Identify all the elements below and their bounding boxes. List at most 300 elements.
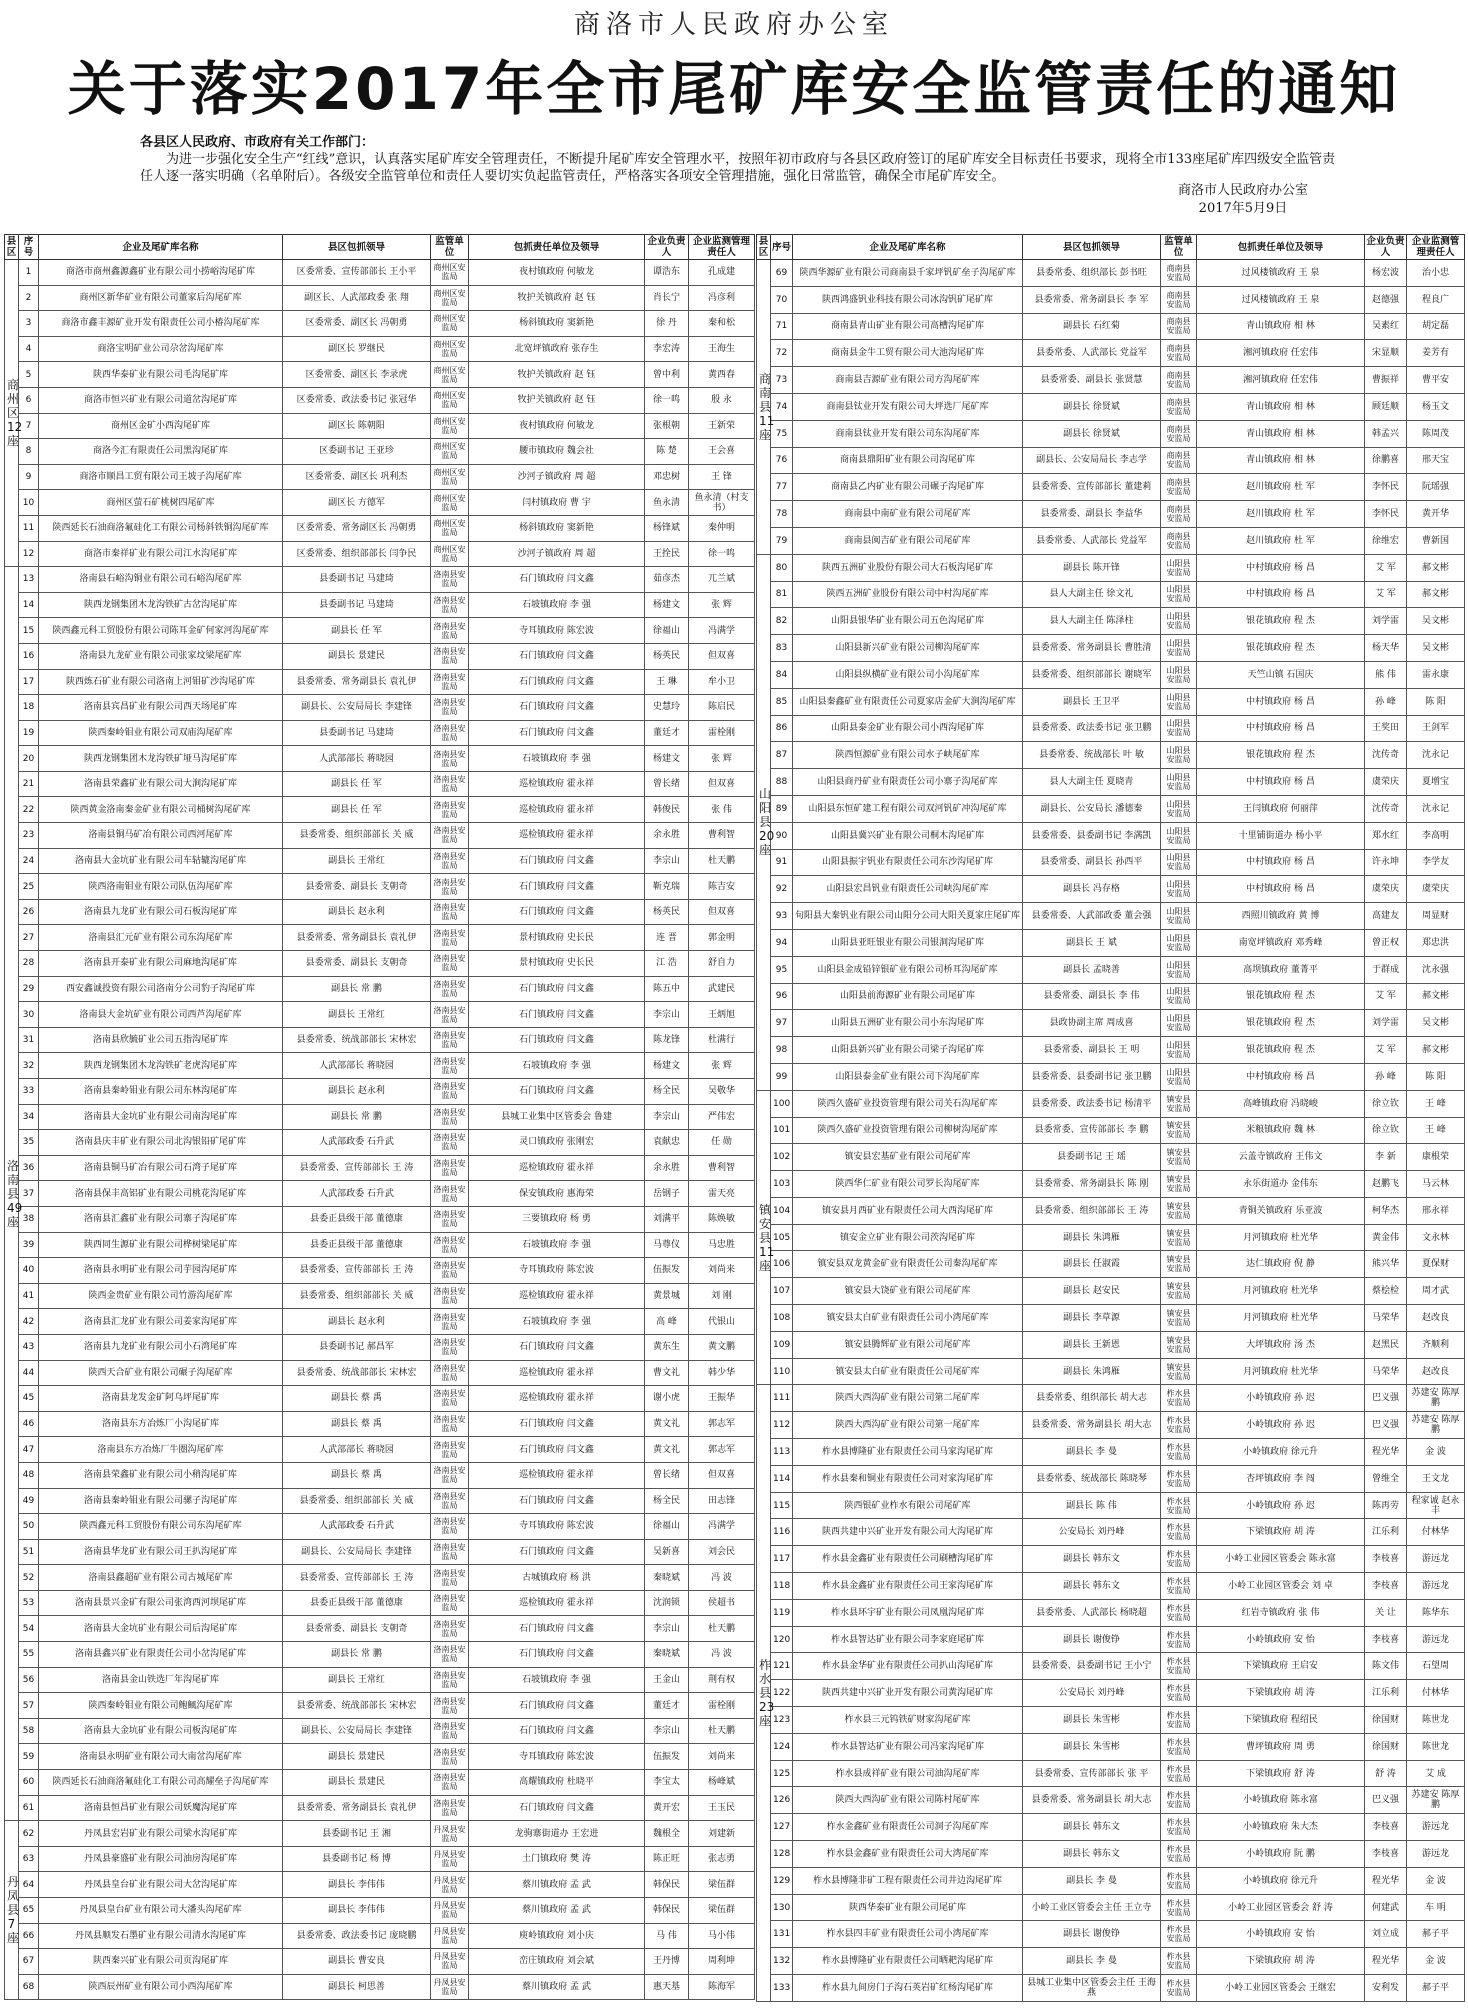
row-number: 51	[19, 1539, 39, 1565]
row-number: 105	[771, 1224, 793, 1251]
table-row	[757, 769, 1465, 796]
company-owner: 徐国财	[1365, 1733, 1407, 1760]
table-row	[757, 1921, 1465, 1948]
county-leader: 副县长 冯存格	[1023, 876, 1161, 903]
row-number: 124	[771, 1733, 793, 1760]
monitor-person: 韩少华	[689, 1360, 755, 1386]
responsibility-tables	[4, 234, 1464, 2006]
responsible-unit: 下梁镇政府 胡 涛	[1197, 1948, 1365, 1975]
supervising-unit: 洛南县安监局	[431, 1181, 469, 1207]
supervising-unit: 柞水县安监局	[1161, 1867, 1197, 1894]
table-row	[5, 669, 755, 695]
row-number: 43	[19, 1334, 39, 1360]
row-number: 28	[19, 951, 39, 977]
company-name: 洛南县九龙矿业有限公司张家坟梁尾矿库	[39, 643, 283, 669]
responsible-unit: 沙河子镇政府 周 超	[469, 464, 645, 490]
company-owner: 徐鹏喜	[1365, 447, 1407, 474]
company-name: 洛南县景兴金矿有限公司张湾西河坝尾矿库	[39, 1590, 283, 1616]
county-leader: 人武部政委 石升武	[283, 1130, 431, 1156]
county-leader: 县委常委、人武部长 杨晓超	[1023, 1599, 1161, 1626]
table-row	[757, 876, 1465, 903]
table-row	[5, 1053, 755, 1079]
company-owner: 黄文礼	[645, 1437, 689, 1463]
monitor-person: 金 波	[1407, 1948, 1465, 1975]
supervising-unit: 洛南县安监局	[431, 874, 469, 900]
company-name: 陕西龙钢集团木龙沟铁矿老虎沟尾矿库	[39, 1053, 283, 1079]
table-row	[757, 1010, 1465, 1037]
table-row	[757, 1680, 1465, 1707]
responsible-unit: 下梁镇政府 胡 涛	[1197, 1519, 1365, 1546]
responsible-unit: 小岭工业园区管委会 陈永富	[1197, 1546, 1365, 1573]
supervising-unit: 洛南县安监局	[431, 1002, 469, 1028]
row-number: 70	[771, 286, 793, 313]
monitor-person: 马忠胜	[689, 1232, 755, 1258]
supervising-unit: 洛南县安监局	[431, 592, 469, 618]
supervising-unit: 洛南县安监局	[431, 848, 469, 874]
responsible-unit: 大坪镇政府 汤 杰	[1197, 1331, 1365, 1358]
company-owner: 曾中利	[645, 362, 689, 388]
monitor-person: 郝子平	[1407, 1921, 1465, 1948]
company-name: 陕西天合矿业有限公司碾子沟尾矿库	[39, 1360, 283, 1386]
monitor-person: 梁伍群	[689, 1872, 755, 1898]
company-owner: 虞荣庆	[1365, 876, 1407, 903]
supervising-unit: 洛南县安监局	[431, 771, 469, 797]
company-name: 陕西秦兴矿业有限公司页沟尾矿库	[39, 1949, 283, 1975]
column-header: 监管单位	[1161, 235, 1197, 260]
responsible-unit: 巡检镇政府 霍永祥	[469, 1462, 645, 1488]
county-leader: 区委常委、宣传部部长 王小平	[283, 260, 431, 286]
county-leader: 县委常委、副县长 支朝奇	[283, 874, 431, 900]
responsible-unit: 红岩寺镇政府 张 伟	[1197, 1599, 1365, 1626]
company-name: 商洛市鑫丰源矿业开发有限责任公司小椿沟尾矿库	[39, 311, 283, 337]
row-number: 107	[771, 1278, 793, 1305]
table-row	[757, 1733, 1465, 1760]
company-owner: 韩保民	[645, 1872, 689, 1898]
monitor-person: 刘 刚	[689, 1283, 755, 1309]
company-name: 柞水县九间房门子沟石英岩矿红杨沟尾矿库	[793, 1975, 1023, 2002]
supervising-unit: 商南县安监局	[1161, 420, 1197, 447]
table-row	[5, 720, 755, 746]
row-number: 128	[771, 1841, 793, 1868]
responsible-unit: 小岭镇政府 安 怡	[1197, 1626, 1365, 1653]
monitor-person: 雷栓刚	[689, 1693, 755, 1719]
supervising-unit: 柞水县安监局	[1161, 1948, 1197, 1975]
supervising-unit: 洛南县安监局	[431, 1565, 469, 1591]
county-leader: 县委常委、组织部长 彭书旺	[1023, 260, 1161, 287]
company-name: 洛南县汇鑫矿业有限公司寨子沟尾矿库	[39, 1206, 283, 1232]
company-name: 陕西黄金洛南秦金矿业有限公司桶树沟尾矿库	[39, 797, 283, 823]
monitor-person: 郝文彬	[1407, 983, 1465, 1010]
company-name: 柞水县博隆非矿工程有限责任公司井边沟尾矿库	[793, 1867, 1023, 1894]
row-number: 25	[19, 874, 39, 900]
company-owner: 赵黑民	[1365, 1331, 1407, 1358]
monitor-person: 杨峰斌	[689, 1770, 755, 1796]
county-leader: 副县长 蔡 禹	[283, 1386, 431, 1412]
row-number: 85	[771, 688, 793, 715]
supervising-unit: 山阳县安监局	[1161, 876, 1197, 903]
county-leader: 区委常委、政法委书记 张冠华	[283, 387, 431, 413]
responsible-unit: 蔡川镇政府 孟 武	[469, 1872, 645, 1898]
county-leader: 副县长 王常红	[283, 848, 431, 874]
row-number: 68	[19, 1974, 39, 2000]
responsible-unit: 银花镇政府 程 杰	[1197, 983, 1365, 1010]
row-number: 73	[771, 367, 793, 394]
company-owner: 李 新	[1365, 1144, 1407, 1171]
company-owner: 余永胜	[645, 823, 689, 849]
table-row	[5, 899, 755, 925]
responsible-unit: 石门镇政府 闫文鑫	[469, 720, 645, 746]
county-leader: 县委常委、副县长 支朝奇	[283, 951, 431, 977]
monitor-person: 陈华东	[1407, 1599, 1465, 1626]
supervising-unit: 商州区安监局	[431, 311, 469, 337]
region-cell: 商州区12座	[5, 260, 19, 567]
supervising-unit: 商州区安监局	[431, 336, 469, 362]
table-row	[5, 515, 755, 541]
responsible-unit: 巡检镇政府 霍永祥	[469, 1155, 645, 1181]
row-number: 61	[19, 1795, 39, 1821]
row-number: 69	[771, 260, 793, 287]
company-name: 洛南县大金坑矿业有限公司南沟尾矿库	[39, 1104, 283, 1130]
table-row	[757, 367, 1465, 394]
company-name: 洛南县石峪沟铜业有限公司石峪沟尾矿库	[39, 567, 283, 593]
supervising-unit: 柞水县安监局	[1161, 1894, 1197, 1921]
county-leader: 副区长 方德军	[283, 490, 431, 516]
company-name: 山阳县银华矿业有限公司五色沟尾矿库	[793, 608, 1023, 635]
company-owner: 程光华	[1365, 1948, 1407, 1975]
responsible-unit: 永乐街道办 金伟东	[1197, 1171, 1365, 1198]
row-number: 31	[19, 1027, 39, 1053]
company-name: 陕西洛南钼业有限公司队伍沟尾矿库	[39, 874, 283, 900]
supervising-unit: 柞水县安监局	[1161, 1519, 1197, 1546]
monitor-person: 虞荣庆	[1407, 876, 1465, 903]
row-number: 103	[771, 1171, 793, 1198]
company-owner: 袁献忠	[645, 1130, 689, 1156]
monitor-person: 艾 成	[1407, 1760, 1465, 1787]
monitor-person: 付林华	[1407, 1519, 1465, 1546]
supervising-unit: 商南县安监局	[1161, 474, 1197, 501]
company-owner: 于群成	[1365, 956, 1407, 983]
responsible-unit: 石门镇政府 闫文鑫	[469, 643, 645, 669]
county-leader: 副县长 韩东文	[1023, 1546, 1161, 1573]
county-leader: 副县长 石红菊	[1023, 313, 1161, 340]
responsible-unit: 景村镇政府 史长民	[469, 925, 645, 951]
region-cell: 丹凤县7座	[5, 1821, 19, 2000]
table-row	[5, 1411, 755, 1437]
responsible-unit: 牧护关镇政府 赵 钰	[469, 362, 645, 388]
table-row	[5, 592, 755, 618]
table-row	[757, 1573, 1465, 1600]
table-row	[5, 848, 755, 874]
row-number: 112	[771, 1412, 793, 1439]
responsible-unit: 银花镇政府 程 杰	[1197, 608, 1365, 635]
responsible-unit: 蔡川镇政府 孟 武	[469, 1898, 645, 1924]
county-leader: 县政协副主席 周成喜	[1023, 1010, 1161, 1037]
company-owner: 董廷才	[645, 720, 689, 746]
company-name: 陕西延长石油商洛氟硅化工有限公司高耀垒子沟尾矿库	[39, 1770, 283, 1796]
responsible-unit: 石坡镇政府 李 强	[469, 1667, 645, 1693]
monitor-person: 徐一鸣	[689, 541, 755, 567]
county-leader: 县委常委、统战部部长 宋林宏	[283, 1693, 431, 1719]
row-number: 97	[771, 1010, 793, 1037]
company-owner: 程光华	[1365, 1439, 1407, 1466]
supervising-unit: 山阳县安监局	[1161, 608, 1197, 635]
company-name: 洛南县恒昌矿业有限公司妖魔沟尾矿库	[39, 1795, 283, 1821]
table-row	[5, 464, 755, 490]
table-row	[757, 1358, 1465, 1385]
responsible-unit: 中村镇政府 杨 昌	[1197, 554, 1365, 581]
monitor-person: 刘建新	[689, 1821, 755, 1847]
responsible-unit: 青山镇政府 相 林	[1197, 447, 1365, 474]
company-name: 洛南县东方冶炼厂小沟尾矿库	[39, 1411, 283, 1437]
company-owner: 李枝喜	[1365, 1841, 1407, 1868]
company-name: 陕西五洲矿业股份有限公司中村沟尾矿库	[793, 581, 1023, 608]
monitor-person: 陈周茂	[1407, 420, 1465, 447]
table-row	[757, 1519, 1465, 1546]
county-leader: 副县长 赵永利	[283, 1309, 431, 1335]
supervising-unit: 洛南县安监局	[431, 1437, 469, 1463]
row-number: 6	[19, 387, 39, 413]
supervising-unit: 洛南县安监局	[431, 1309, 469, 1335]
supervising-unit: 洛南县安监局	[431, 618, 469, 644]
company-name: 陕西久盛矿业投资管理有限公司关石沟尾矿库	[793, 1090, 1023, 1117]
responsible-unit: 牧护关镇政府 赵 钰	[469, 387, 645, 413]
supervising-unit: 洛南县安监局	[431, 1155, 469, 1181]
monitor-person: 荆有权	[689, 1667, 755, 1693]
company-name: 洛南县鑫兴矿业有限责任公司小岔沟尾矿库	[39, 1642, 283, 1668]
table-row	[757, 393, 1465, 420]
table-row	[757, 1492, 1465, 1519]
company-name: 商南县青山矿业有限公司高槽沟尾矿库	[793, 313, 1023, 340]
responsible-unit: 小岭镇政府 安 怡	[1197, 1921, 1365, 1948]
company-owner: 舒 涛	[1365, 1760, 1407, 1787]
county-leader: 县委常委、组织部部长 王 涛	[1023, 1197, 1161, 1224]
responsibility-table-right	[756, 234, 1465, 2002]
company-name: 洛南县大金坑矿业有限公司板沟尾矿库	[39, 1718, 283, 1744]
county-leader: 县委常委、统战部部长 宋林宏	[283, 1360, 431, 1386]
responsible-unit: 中村镇政府 杨 昌	[1197, 581, 1365, 608]
monitor-person: 邢天宝	[1407, 447, 1465, 474]
responsible-unit: 小岭镇政府 阮 鹏	[1197, 1841, 1365, 1868]
company-owner: 靳克瑞	[645, 874, 689, 900]
company-name: 镇安县宏基矿业有限公司尾矿库	[793, 1144, 1023, 1171]
supervising-unit: 洛南县安监局	[431, 695, 469, 721]
supervising-unit: 洛南县安监局	[431, 1079, 469, 1105]
supervising-unit: 山阳县安监局	[1161, 849, 1197, 876]
county-leader: 人武部政委 石升武	[283, 1514, 431, 1540]
company-name: 陕西延长石油商洛氟硅化工有限公司杨斜铁铜沟尾矿库	[39, 515, 283, 541]
county-leader: 公安局长 刘丹峰	[1023, 1519, 1161, 1546]
supervising-unit: 镇安县安监局	[1161, 1251, 1197, 1278]
company-owner: 李宗山	[645, 1718, 689, 1744]
county-leader: 副县长 谢俊铮	[1023, 1921, 1161, 1948]
table-row	[757, 1305, 1465, 1332]
county-leader: 副县长 任淑霞	[1023, 1251, 1161, 1278]
supervising-unit: 商南县安监局	[1161, 313, 1197, 340]
row-number: 84	[771, 661, 793, 688]
table-row	[757, 1546, 1465, 1573]
company-name: 山阳县五洲矿业有限公司小东沟尾矿库	[793, 1010, 1023, 1037]
county-leader: 县委常委、县委副书记 张卫鹏	[1023, 1063, 1161, 1090]
company-owner: 刘学雷	[1365, 1010, 1407, 1037]
table-row	[757, 1224, 1465, 1251]
company-name: 洛南县荣鑫矿业有限公司大涧沟尾矿库	[39, 771, 283, 797]
row-number: 23	[19, 823, 39, 849]
company-name: 山阳县亚旺银业有限公司银洞沟尾矿库	[793, 929, 1023, 956]
responsible-unit: 石门镇政府 闫文鑫	[469, 1616, 645, 1642]
row-number: 3	[19, 311, 39, 337]
supervising-unit: 洛南县安监局	[431, 1386, 469, 1412]
supervising-unit: 镇安县安监局	[1161, 1117, 1197, 1144]
company-name: 镇安县腾辉矿业有限公司尾矿库	[793, 1331, 1023, 1358]
company-owner: 艾 军	[1365, 983, 1407, 1010]
supervising-unit: 山阳县安监局	[1161, 715, 1197, 742]
county-leader: 副县长 李草源	[1023, 1305, 1161, 1332]
responsible-unit: 青山镇政府 相 林	[1197, 313, 1365, 340]
county-leader: 副县长 常 鹏	[283, 1642, 431, 1668]
county-leader: 县委常委、常务副县长 袁礼伊	[283, 1795, 431, 1821]
county-leader: 副县长 景建民	[283, 1770, 431, 1796]
table-row	[757, 929, 1465, 956]
row-number: 66	[19, 1923, 39, 1949]
company-owner: 杨英民	[645, 643, 689, 669]
monitor-person: 黄文鹏	[689, 1334, 755, 1360]
responsible-unit: 沙河子镇政府 周 超	[469, 541, 645, 567]
monitor-person: 冯 波	[689, 1642, 755, 1668]
issuing-org: 商洛市人民政府办公室	[573, 10, 894, 40]
company-owner: 许永坤	[1365, 849, 1407, 876]
responsible-unit: 杨斜镇政府 窦新艳	[469, 515, 645, 541]
company-owner: 陈正旺	[645, 1846, 689, 1872]
responsible-unit: 石门镇政府 闫文鑫	[469, 1488, 645, 1514]
company-owner: 王奖田	[1365, 715, 1407, 742]
responsible-unit: 石门镇政府 闫文鑫	[469, 1642, 645, 1668]
monitor-person: 雷栓刚	[689, 720, 755, 746]
monitor-person: 陈海军	[689, 1974, 755, 2000]
table-row	[5, 1104, 755, 1130]
supervising-unit: 洛南县安监局	[431, 1795, 469, 1821]
monitor-person: 金 波	[1407, 1867, 1465, 1894]
supervising-unit: 洛南县安监局	[431, 1104, 469, 1130]
county-leader: 县委常委、政法委书记 庞晓鹏	[283, 1923, 431, 1949]
row-number: 126	[771, 1787, 793, 1814]
county-leader: 副县长 蔡 禹	[283, 1462, 431, 1488]
company-owner: 徐立钦	[1365, 1117, 1407, 1144]
monitor-person: 周利坤	[689, 1949, 755, 1975]
responsible-unit: 峦庄镇政府 刘会斌	[469, 1949, 645, 1975]
company-owner: 陈文伟	[1365, 1653, 1407, 1680]
responsible-unit: 土门镇政府 樊 涛	[469, 1846, 645, 1872]
county-leader: 副县长 韩东文	[1023, 1841, 1161, 1868]
table-row	[5, 1130, 755, 1156]
column-header: 企业监测管理责任人	[689, 235, 755, 260]
row-number: 113	[771, 1439, 793, 1466]
responsible-unit: 石坡镇政府 李 强	[469, 746, 645, 772]
monitor-person: 游远龙	[1407, 1841, 1465, 1868]
monitor-person: 鱼永清（村支书）	[689, 490, 755, 516]
responsible-unit: 石坡镇政府 李 强	[469, 1232, 645, 1258]
company-name: 陕西鸿盛钒业科技有限公司冰沟钒矿尾矿库	[793, 286, 1023, 313]
supervising-unit: 柞水县安监局	[1161, 1439, 1197, 1466]
row-number: 117	[771, 1546, 793, 1573]
responsible-unit: 中村镇政府 杨 昌	[1197, 876, 1365, 903]
county-leader: 人武部部长 蒋晓园	[283, 1437, 431, 1463]
company-name: 洛南县庆丰矿业有限公司北沟银铅矿尾矿库	[39, 1130, 283, 1156]
table-row	[5, 1488, 755, 1514]
supervising-unit: 柞水县安监局	[1161, 1626, 1197, 1653]
company-owner: 李宝太	[645, 1770, 689, 1796]
supervising-unit: 丹凤县安监局	[431, 1923, 469, 1949]
supervising-unit: 商南县安监局	[1161, 260, 1197, 287]
supervising-unit: 山阳县安监局	[1161, 1063, 1197, 1090]
company-owner: 李枝喜	[1365, 1626, 1407, 1653]
county-leader: 县委正县级干部 董德康	[283, 1232, 431, 1258]
company-name: 旬阳县大秦钒业有限公司山阳分公司大阳关夏家庄尾矿库	[793, 903, 1023, 930]
row-number: 89	[771, 795, 793, 822]
row-number: 125	[771, 1760, 793, 1787]
monitor-person: 夏保财	[1407, 1251, 1465, 1278]
company-name: 陕西鑫元科工贸股份有限公司东沟尾矿库	[39, 1514, 283, 1540]
company-name: 山阳县振宇钒业有限责任公司东沙沟尾矿库	[793, 849, 1023, 876]
county-leader: 副县长 徐贤斌	[1023, 393, 1161, 420]
row-number: 94	[771, 929, 793, 956]
county-leader: 副县长、公安局局长 李志学	[1023, 447, 1161, 474]
supervising-unit: 商州区安监局	[431, 362, 469, 388]
monitor-person: 康根荣	[1407, 1144, 1465, 1171]
row-number: 20	[19, 746, 39, 772]
company-owner: 艾 军	[1365, 1037, 1407, 1064]
table-row	[757, 1385, 1465, 1412]
responsible-unit: 中村镇政府 杨 昌	[1197, 715, 1365, 742]
supervising-unit: 洛南县安监局	[431, 1590, 469, 1616]
company-owner: 王丹博	[645, 1949, 689, 1975]
company-name: 洛南县九龙矿业有限公司石板沟尾矿库	[39, 899, 283, 925]
table-row	[757, 903, 1465, 930]
row-number: 90	[771, 822, 793, 849]
county-leader: 小岭工业区管委会主任 王立寺	[1023, 1894, 1161, 1921]
company-name: 柞水县金鑫矿业有限责任公司大湾尾矿库	[793, 1841, 1023, 1868]
row-number: 5	[19, 362, 39, 388]
table-row	[757, 1626, 1465, 1653]
row-number: 75	[771, 420, 793, 447]
monitor-person: 王玉民	[689, 1795, 755, 1821]
row-number: 52	[19, 1565, 39, 1591]
responsible-unit: 巡检镇政府 霍永祥	[469, 771, 645, 797]
company-owner: 宋显顺	[1365, 340, 1407, 367]
company-name: 陕西华泰矿业有限公司尾矿库	[793, 1894, 1023, 1921]
supervising-unit: 商南县安监局	[1161, 527, 1197, 554]
column-header: 企业负责人	[1366, 236, 1405, 258]
table-row	[5, 1949, 755, 1975]
responsible-unit: 巡检镇政府 霍永祥	[469, 1360, 645, 1386]
county-leader: 人武部部长 蒋晓园	[283, 1053, 431, 1079]
table-row	[757, 849, 1465, 876]
county-leader: 县委常委、组织部部长 关 威	[283, 1283, 431, 1309]
table-row	[757, 795, 1465, 822]
monitor-person: 陈启民	[689, 695, 755, 721]
county-leader: 区委常委、副区长 巩利杰	[283, 464, 431, 490]
company-name: 丹凤县皇台矿业有限公司大潘头沟尾矿库	[39, 1898, 283, 1924]
company-name: 商南县吉源矿业有限公司方沟尾矿库	[793, 367, 1023, 394]
company-owner: 韩保民	[645, 1898, 689, 1924]
table-row	[5, 746, 755, 772]
company-owner: 马荣华	[1365, 1305, 1407, 1332]
row-number: 38	[19, 1206, 39, 1232]
county-leader: 副县长 景建民	[283, 643, 431, 669]
company-name: 商洛市恒兴矿业有限公司道岔沟尾矿库	[39, 387, 283, 413]
row-number: 111	[771, 1385, 793, 1412]
table-row	[5, 1309, 755, 1335]
row-number: 91	[771, 849, 793, 876]
